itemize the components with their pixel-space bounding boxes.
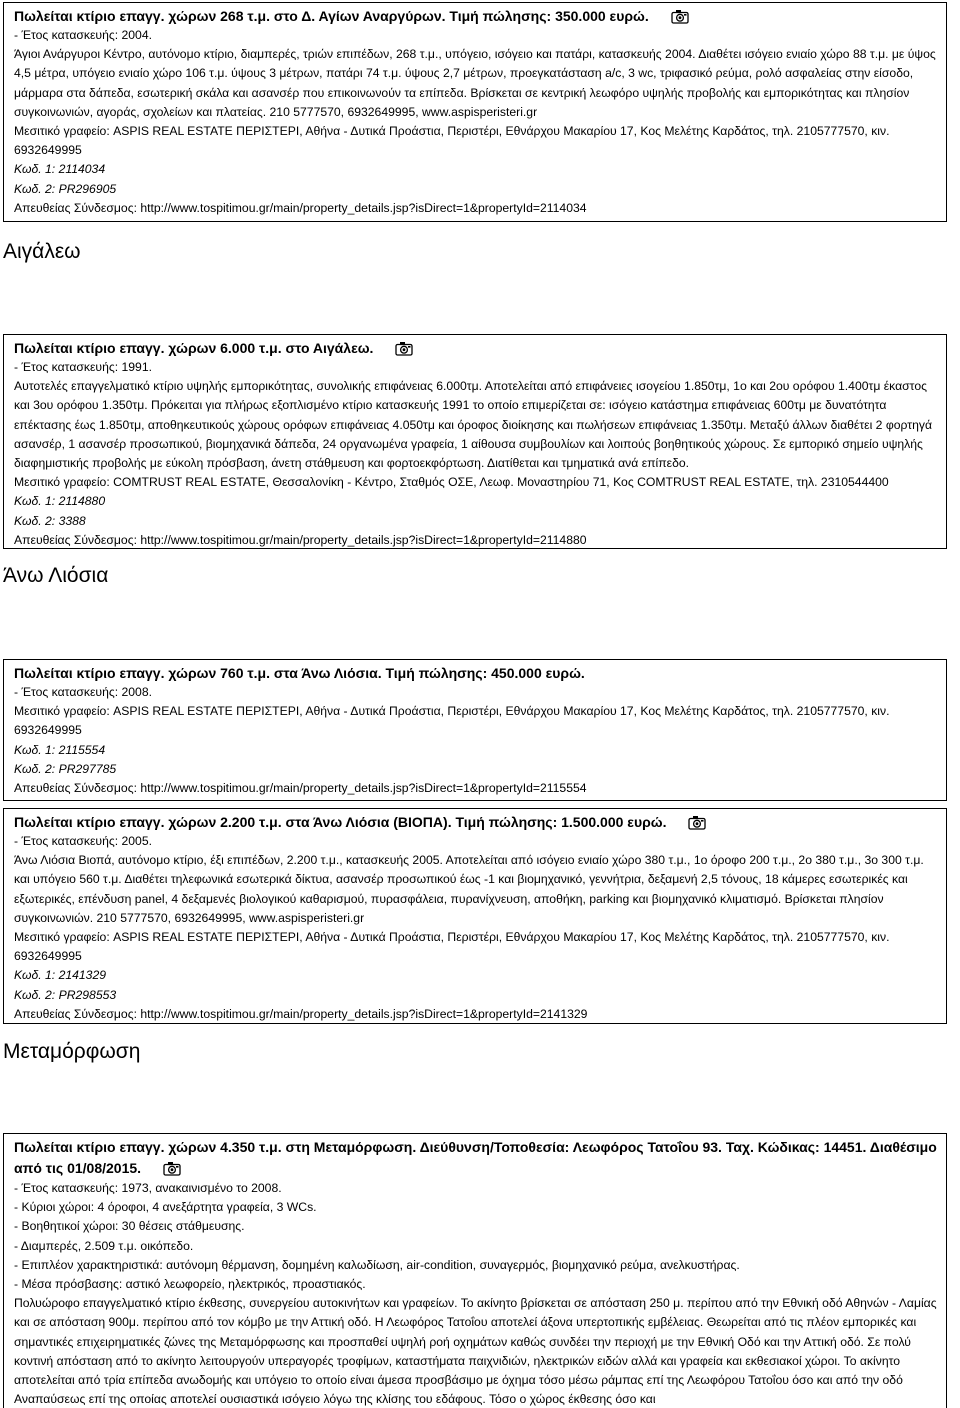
direct-link[interactable]: Απευθείας Σύνδεσμος: http://www.tospitimou.gr/main/property_details.jsp?isDirect=1&propertyId=2114880 bbox=[14, 532, 587, 547]
description: Άνω Λιόσια Βιοπά, αυτόνομο κτίριο, έξι επιπέδων, 2.200 τ.μ., κατασκευής 2005. Αποτελείται από ισόγειο ενιαίο χώρο 380 τ.μ., 1ο όροφο 200 τ.μ., 2ο 380 τ.μ., 3ο 300 τ.μ. και υπόγειο 560 τ.μ. Διαθέτει τηλεφωνικά εσωτερικά δίκτυα, ασανσέρ προσωπικού έως -1 και βιομηχανικό, γεννήτρια, δεξαμενή 2,5 τόνους, 18 κάμερες εσωτερικές και εξωτερικές, επένδυση panel, 4 δεξαμενές βιολογικού καθαρισμού, πυρασφάλεια, πυρανίχνευση, αποθήκη, parking και βιομηχανικό κλιματισμό. Βρίσκεται πλησίον συγκοινωνιών. 210 5777570, 6932649995, www.aspisperisteri.gr bbox=[14, 853, 924, 925]
camera-icon[interactable] bbox=[671, 9, 689, 24]
code-1: Κωδ. 1: 2114034 bbox=[14, 162, 106, 177]
code-1: Κωδ. 1: 2114880 bbox=[14, 494, 106, 509]
section-heading-ano-liosia: Άνω Λιόσια bbox=[3, 564, 109, 587]
listing-metamorfosi bbox=[3, 1133, 947, 1408]
agency-info: Μεσιτικό γραφείο: ASPIS REAL ESTATE ΠΕΡΙΣΤΕΡΙ, Αθήνα - Δυτικά Προάστια, Περιστέρι, Εθνάρχου Μακαρίου 17, Κος Μελέτης Καρδάτος, τηλ. 2105777570, κιν. 6932649995 bbox=[14, 124, 890, 158]
feature-item: - Διαμπερές, 2.509 τ.μ. οικόπεδο. bbox=[14, 1238, 194, 1253]
camera-icon[interactable] bbox=[395, 341, 413, 356]
feature-item: - Επιπλέον χαρακτηριστικά: αυτόνομη θέρμανση, δομημένη καλωδίωση, air-condition, συναγερμός, βιομηχανικό ρεύμα, ανελκυστήρας. bbox=[14, 1257, 740, 1272]
build-year: - Έτος κατασκευής: 2008. bbox=[14, 685, 152, 699]
description: Πολυώροφο επαγγελματικό κτίριο έκθεσης, συνεργείου αυτοκινήτων και γραφείων. Το ακίνητο βρίσκεται σε απόσταση 250 μ. περίπου από την Εθνική οδό Αθηνών - Λαμίας και σε απόσταση 900μ. περίπου από τον κόμβο με την Αττική οδό. Η Λεωφόρος Τατοΐου αποτελεί άξονα υπερτοπικής εμβέλειας. Θεωρείται από τις πλέον εμπορικές και σημαντικές επιχειρηματικές ζώνες της Μεταμόρφωσης και προσπαθεί υψηλή ροή οχημάτων καθώς συνδέει την περιοχή με την Εθνική Οδό και την Αττική οδό. Σε πολύ κοντινή απόσταση από το ακίνητο λειτουργούν υπεραγορές τροφίμων, καταστήματα παιχνιδιών, ηλεκτρικών ειδών αλλά και γραφεία και εκθεσιακοί χώροι. Το ακίνητο αποτελείται από τρία επίπεδα ανωδομής και υπόγειο το οποίο είναι άμεσα προσβάσιμο με όχημα τόσο μέσω ράμπας επί της Λεωφόρου Τατοΐου όσο και από την οδό Αναπαύσεως επί της οποίας αποτελεί ουσιαστικά ισόγειο λόγω της κλίσης του εδάφους. Τόσο ο χώρος έκθεσης όσο και bbox=[14, 1296, 937, 1407]
agency-info: Μεσιτικό γραφείο: COMTRUST REAL ESTATE, Θεσσαλονίκη - Κέντρο, Σταθμός ΟΣΕ, Λεωφ. Μοναστηρίου 71, Κος COMTRUST REAL ESTATE, τηλ. 2310544400 bbox=[14, 475, 889, 490]
listing-title: Πωλείται κτίριο επαγγ. χώρων 268 τ.μ. στο Δ. Αγίων Αναργύρων. Τιμή πώλησης: 350.000 ευρώ. bbox=[14, 6, 946, 26]
camera-icon[interactable] bbox=[688, 815, 706, 830]
listing-title: Πωλείται κτίριο επαγγ. χώρων 760 τ.μ. στα Άνω Λιόσια. Τιμή πώλησης: 450.000 ευρώ. bbox=[14, 665, 585, 681]
build-year: - Έτος κατασκευής: 1991. bbox=[14, 360, 152, 374]
code-2: Κωδ. 2: 3388 bbox=[14, 513, 86, 528]
feature-item: - Βοηθητικοί χώροι: 30 θέσεις στάθμευσης. bbox=[14, 1219, 245, 1234]
description: Αυτοτελές επαγγελματικό κτίριο υψηλής εμπορικότητας, συνολικής επιφάνειας 6.000τμ. Αποτελείται από επιφάνειες ισογείου 1.850τμ, 1ο και 2ου ορόφου 1.400τμ έκαστος και 3ου ορόφου 1.350τμ. Πρόκειται για πλήρως εξοπλισμένο κτίριο κατασκευής 1991 το οποίο επιμερίζεται σε: ισόγειο κατάστημα επιφάνειας 600τμ με δυνατότητα επέκτασης έως 1.850τμ, αποθηκευτικούς χώρους ορόφων επιφάνειας 4.050τμ και όροφος διοίκησης και πωλήσεων επιφάνειας 1.350τμ. Μεταξύ άλλων διαθέτει 2 φορτηγά ασανσέρ, 1 ασανσέρ προσωπικού, βιομηχανικά δάπεδα, 24 οργανωμένα γραφεία, 1 αίθουσα συμβουλίων και λοιπούς βοηθητικούς χώρους. Σε εμπορικό σημείο υψηλής διαφημιστικής προβολής με εύκολη πρόσβαση, άνετη στάθμευση και φορτοεκφόρτωση. Διατίθεται και τμηματικά ανά επίπεδο. bbox=[14, 379, 933, 471]
code-1: Κωδ. 1: 2141329 bbox=[14, 968, 107, 983]
code-2: Κωδ. 2: PR298553 bbox=[14, 987, 117, 1002]
listing-ano-liosia-760 bbox=[3, 659, 947, 801]
section-heading-aigaleo: Αιγάλεω bbox=[3, 240, 81, 263]
direct-link[interactable]: Απευθείας Σύνδεσμος: http://www.tospitimou.gr/main/property_details.jsp?isDirect=1&propertyId=2115554 bbox=[14, 781, 587, 796]
build-year: - Έτος κατασκευής: 2004. bbox=[14, 28, 152, 42]
listing-ano-liosia-viopa bbox=[3, 808, 947, 1024]
feature-item: - Κύριοι χώροι: 4 όροφοι, 4 ανεξάρτητα γραφεία, 3 WCs. bbox=[14, 1200, 317, 1215]
agency-info: Μεσιτικό γραφείο: ASPIS REAL ESTATE ΠΕΡΙΣΤΕΡΙ, Αθήνα - Δυτικά Προάστια, Περιστέρι, Εθνάρχου Μακαρίου 17, Κος Μελέτης Καρδάτος, τηλ. 2105777570, κιν. 6932649995 bbox=[14, 930, 890, 964]
feature-item: - Έτος κατασκευής: 1973, ανακαινισμένο το 2008. bbox=[14, 1181, 282, 1195]
feature-item: - Μέσα πρόσβασης: αστικό λεωφορείο, ηλεκτρικός, προαστιακός. bbox=[14, 1277, 366, 1292]
listing-agioi-anargyroi bbox=[3, 2, 947, 222]
build-year: - Έτος κατασκευής: 2005. bbox=[14, 834, 152, 848]
description: Άγιοι Ανάργυροι Κέντρο, αυτόνομο κτίριο, διαμπερές, τριών επιπέδων, 268 τ.μ., υπόγειο, ισόγειο και πατάρι, κατασκευής 2004. Διαθέτει ισόγειο ενιαίο χώρο 88 τ.μ. με ύψος 4,5 μέτρα, υπόγειο ενιαίο χώρο 106 τ.μ. ύψους 3 μέτρων, πατάρι 74 τ.μ. ύψους 2,7 μέτρων, προεγκατάσταση a/c, 3 wc, τριφασικό ρεύμα, ρολό ασφαλείας στην είσοδο, μάρμαρα στα δάπεδα, εσωτερική σκάλα και ασανσέρ που επικοινωνούν τα επίπεδα. Βρίσκεται σε κεντρική λεωφόρο υψηλής προβολής και εμπορικότητας και πλησίον συγκοινωνιών, αγοράς, σχολείων και πλατείας. 210 5777570, 6932649995, www.aspisperisteri.gr bbox=[14, 47, 936, 119]
listing-title: Πωλείται κτίριο επαγγ. χώρων 4.350 τ.μ. στη Μεταμόρφωση. Διεύθυνση/Τοποθεσία: Λεωφόρος Τατοΐου 93. Ταχ. Κώδικας: 14451. Διαθέσιμο από τις 01/08/2015. bbox=[14, 1139, 937, 1176]
direct-link[interactable]: Απευθείας Σύνδεσμος: http://www.tospitimou.gr/main/property_details.jsp?isDirect=1&propertyId=2114034 bbox=[14, 200, 587, 215]
code-1: Κωδ. 1: 2115554 bbox=[14, 742, 106, 757]
section-heading-metamorfosi: Μεταμόρφωση bbox=[3, 1040, 141, 1063]
listing-title: Πωλείται κτίριο επαγγ. χώρων 6.000 τ.μ. στο Αιγάλεω. bbox=[14, 338, 946, 358]
camera-icon[interactable] bbox=[163, 1161, 181, 1176]
code-2: Κωδ. 2: PR297785 bbox=[14, 761, 117, 776]
listing-aigaleo bbox=[3, 334, 947, 549]
direct-link[interactable]: Απευθείας Σύνδεσμος: http://www.tospitimou.gr/main/property_details.jsp?isDirect=1&propertyId=2141329 bbox=[14, 1006, 588, 1021]
code-2: Κωδ. 2: PR296905 bbox=[14, 181, 117, 196]
listing-title: Πωλείται κτίριο επαγγ. χώρων 2.200 τ.μ. στα Άνω Λιόσια (ΒΙΟΠΑ). Τιμή πώλησης: 1.500.000 ευρώ. bbox=[14, 812, 946, 832]
agency-info: Μεσιτικό γραφείο: ASPIS REAL ESTATE ΠΕΡΙΣΤΕΡΙ, Αθήνα - Δυτικά Προάστια, Περιστέρι, Εθνάρχου Μακαρίου 17, Κος Μελέτης Καρδάτος, τηλ. 2105777570, κιν. 6932649995 bbox=[14, 704, 890, 738]
